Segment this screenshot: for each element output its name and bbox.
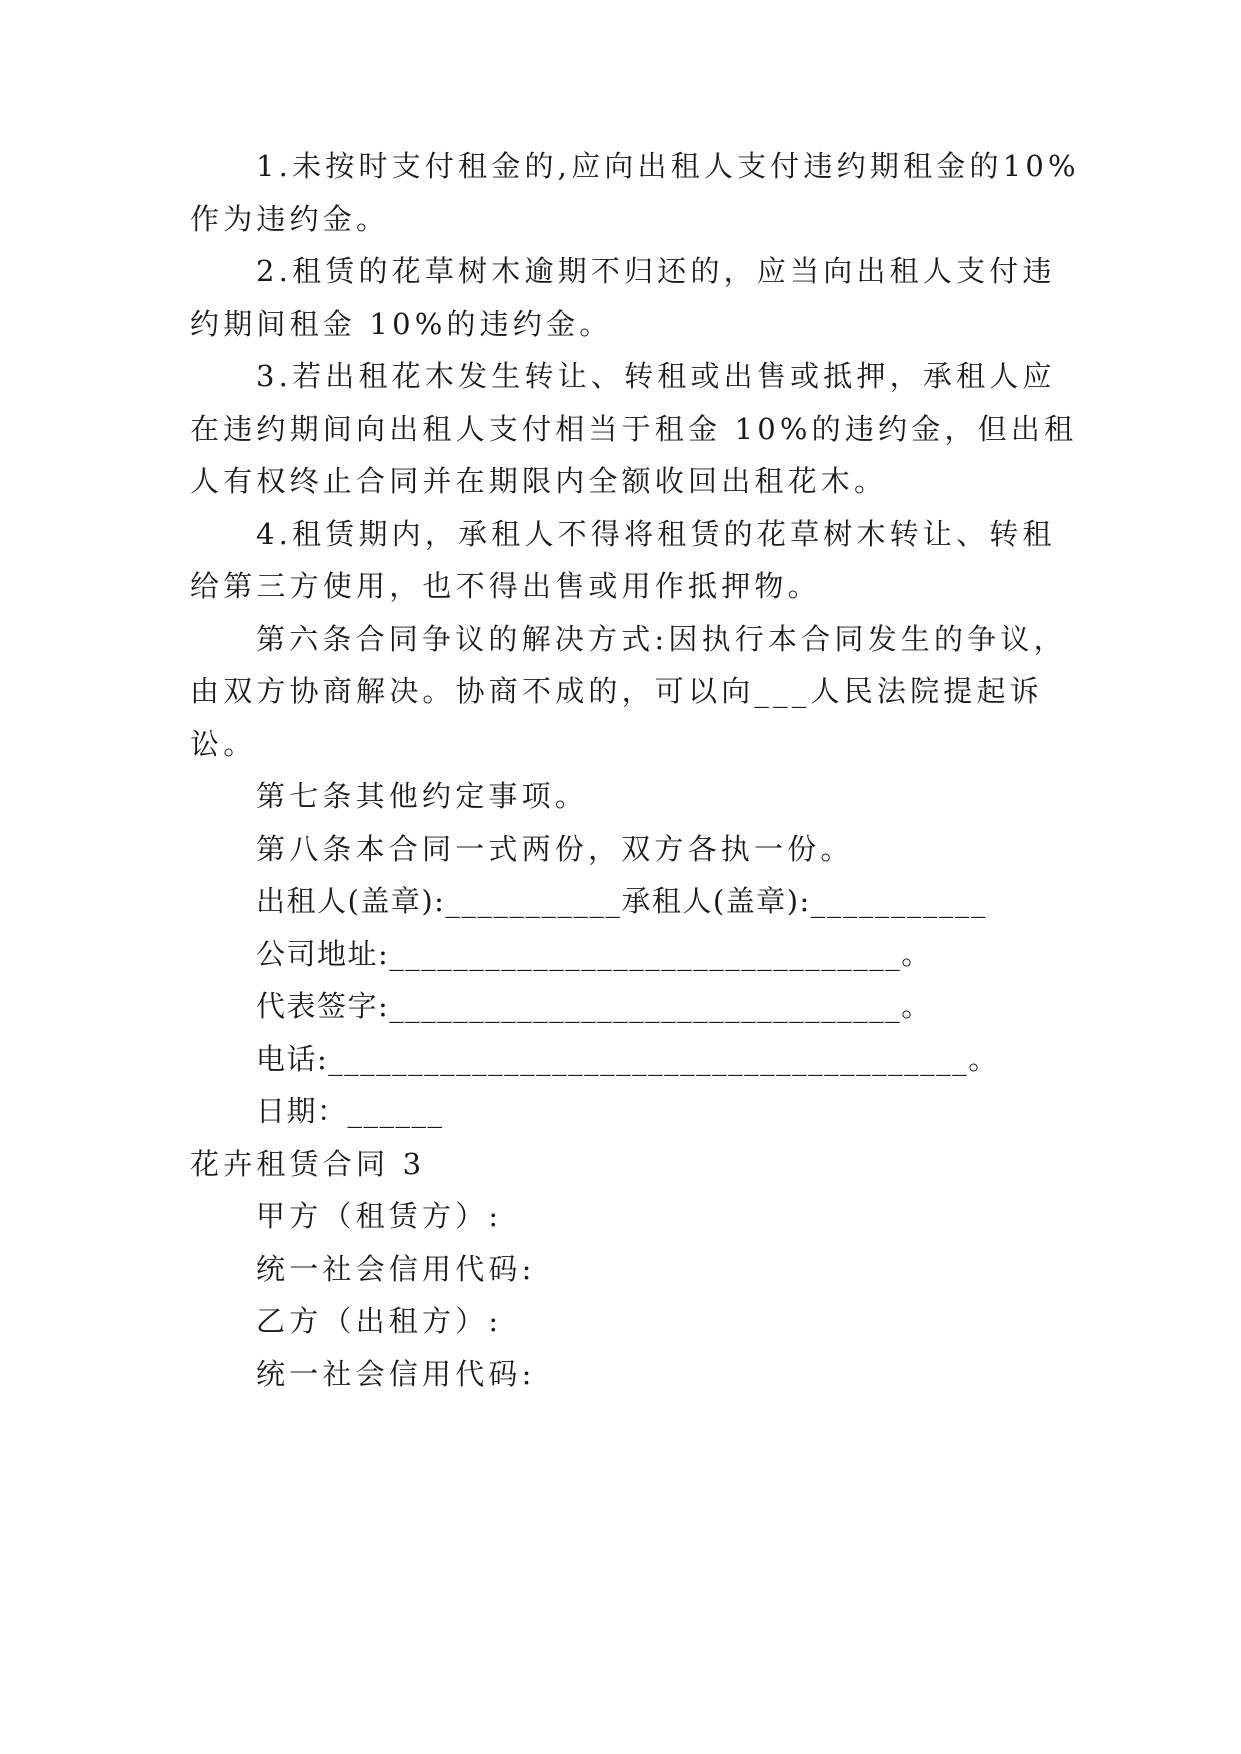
paragraph-line: 第六条合同争议的解决方式:因执行本合同发生的争议， — [256, 622, 1067, 656]
date-line: 日期：______ — [256, 1094, 444, 1128]
section-title: 花卉租赁合同 3 — [190, 1147, 426, 1181]
credit-code-line: 统一社会信用代码: — [256, 1357, 536, 1391]
credit-code-line: 统一社会信用代码: — [256, 1252, 536, 1286]
paragraph-line: 给第三方使用，也不得出售或用作抵押物。 — [190, 569, 821, 603]
signature-line: 出租人(盖章):___________承租人(盖章):___________ — [256, 884, 987, 918]
address-line: 公司地址:________________________________。 — [256, 937, 932, 971]
paragraph-line: 1.未按时支付租金的,应向出租人支付违约期租金的10% — [256, 149, 1080, 183]
paragraph-line: 第八条本合同一式两份，双方各执一份。 — [256, 832, 854, 866]
paragraph-line: 由双方协商解决。协商不成的，可以向___人民法院提起诉 — [190, 674, 1043, 708]
paragraph-line: 第七条其他约定事项。 — [256, 779, 589, 813]
representative-line: 代表签字:________________________________。 — [256, 989, 932, 1023]
paragraph-line: 约期间租金 10%的违约金。 — [190, 307, 613, 341]
party-a-line: 甲方（租赁方）: — [256, 1199, 503, 1233]
party-b-line: 乙方（出租方）: — [256, 1304, 503, 1338]
paragraph-line: 讼。 — [190, 727, 257, 761]
paragraph-line: 4.租赁期内，承租人不得将租赁的花草树木转让、转租 — [256, 517, 1056, 551]
phone-line: 电话:________________________________________。 — [256, 1042, 999, 1076]
paragraph-line: 在违约期间向出租人支付相当于租金 10%的违约金，但出租 — [190, 412, 1078, 446]
paragraph-line: 3.若出租花木发生转让、转租或出售或抵押，承租人应 — [256, 359, 1056, 393]
paragraph-line: 2.租赁的花草树木逾期不归还的，应当向出租人支付违 — [256, 254, 1056, 288]
paragraph-line: 作为违约金。 — [190, 202, 390, 236]
paragraph-line: 人有权终止合同并在期限内全额收回出租花木。 — [190, 464, 888, 498]
